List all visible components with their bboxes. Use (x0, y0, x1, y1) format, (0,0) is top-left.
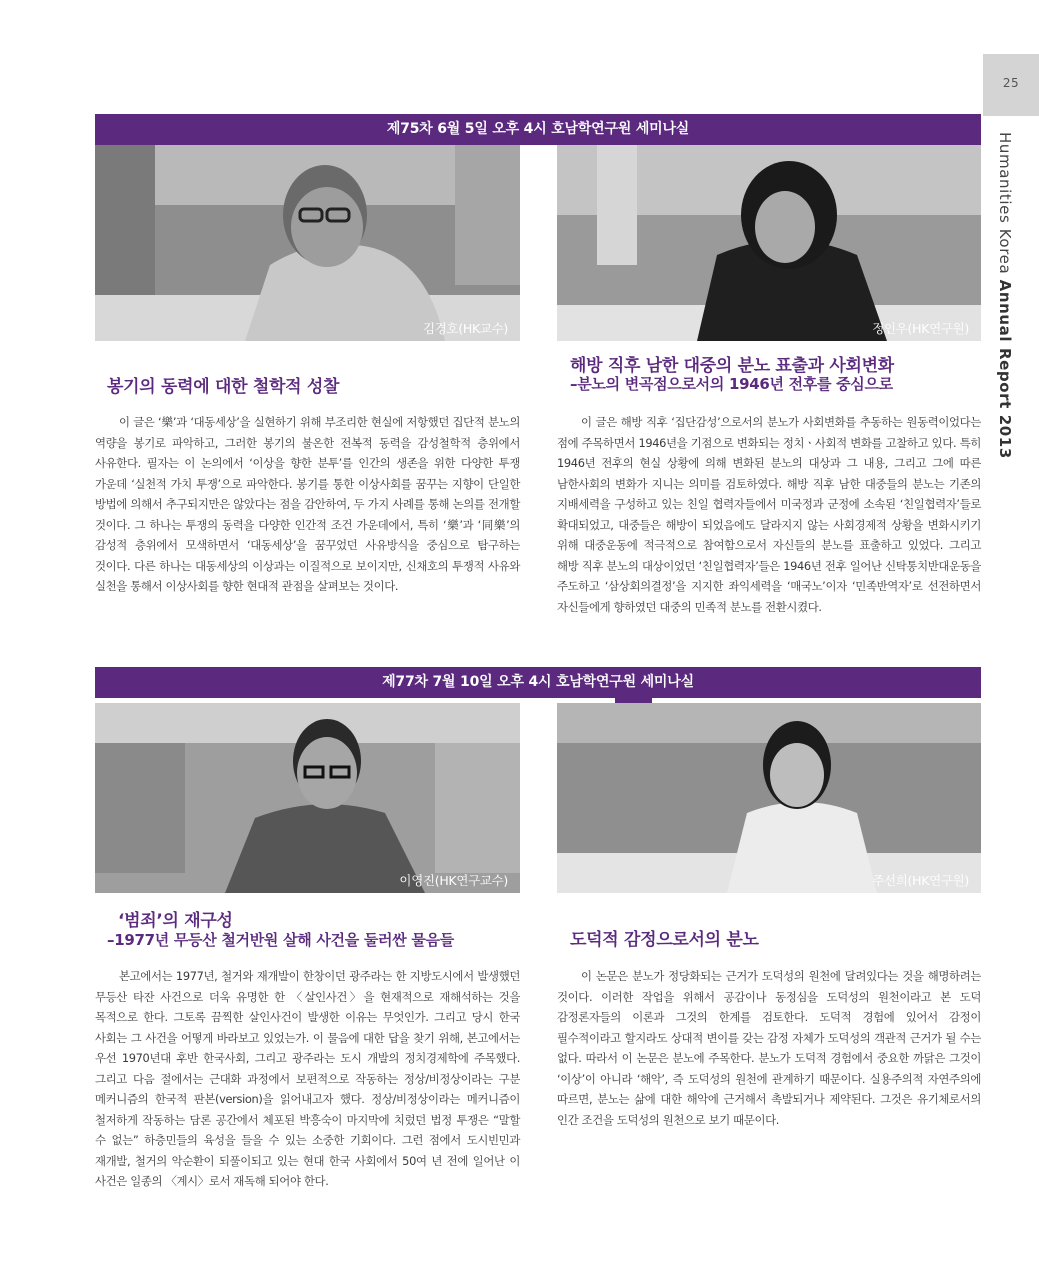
article-title: 해방 직후 남한 대중의 분노 표출과 사회변화 (570, 356, 894, 376)
article-title: ‘범죄’의 재구성 (118, 911, 233, 931)
side-title-light: Humanities Korea (996, 132, 1014, 280)
photo-image (557, 145, 981, 341)
photo-caption: 김경호(HK교수) (422, 321, 508, 336)
presenter-photo (95, 145, 520, 341)
side-running-title (996, 132, 1014, 459)
article-body: 본고에서는 1977년, 철거와 재개발이 한창이던 광주라는 한 지방도시에서 발생했던 무등산 타잔 사건으로 더욱 유명한 한 〈살인사건〉을 현재적으로 재해석하는 것을 목적으로 한다. 그토록 끔찍한 살인사건이 발생한 이유는 무엇인가. 그리고 당시 한국 사회는 그 사건을 어떻게 바라보고 있었는가. 이 물음에 대한 답을 찾기 위해, 본고에서는 우선 1970년대 후반 한국사회, 그리고 광주라는 도시 개발의 정치경제학에 주목했다. 그리고 다음 절에서는 근대화 과정에서 보편적으로 작동하는 정상/비정상이라는 구분 메커니즘의 한국적 판본(version)을 읽어내고자 했다. 정상/비정상이라는 메커니즘이 철저하게 작동하는 담론 공간에서 체포된 박흥숙이 마지막에 치렀던 법정 투쟁은 “말할 수 없는” 하층민들의 육성을 들을 수 있는 소중한 기회이다. 그런 점에서 도시빈민과 재개발, 철거의 악순환이 되풀이되고 있는 현대 한국 사회에서 50여 년 전에 일어난 이 사건은 일종의 〈계시〉로서 재독해 되어야 한다. (95, 969, 520, 1188)
photo-caption: 주선희(HK연구원) (872, 873, 969, 888)
page-number: 25 (1002, 76, 1020, 90)
article-subtitle: –분노의 변곡점으로서의 1946년 전후를 중심으로 (570, 375, 893, 393)
presenter-photo (557, 703, 981, 893)
article-body: 이 논문은 분노가 정당화되는 근거가 도덕성의 원천에 달려있다는 것을 해명하려는 것이다. 이러한 작업을 위해서 공감이나 동정심을 도덕성의 원천이라고 본 도덕 감정론자들의 이론과 그것의 한계를 검토한다. 도덕적 경험에 있어서 감정이 필수적이라고 할지라도 상대적 변이를 갖는 감정 자체가 도덕성의 객관적 근거가 될 수는 없다. 따라서 이 논문은 분노에 주목한다. 분노가 도덕적 경험에서 중요한 까닭은 그것이 ‘이상’이 아니라 ‘해악’, 즉 도덕성의 원천에 관계하기 때문이다. 실용주의적 자연주의에 따르면, 분노는 삶에 대한 해악에 근거해서 촉발되거나 제약된다. 그것은 유기체로서의 인간 조건을 도덕성의 원천으로 보기 때문이다. (557, 969, 981, 1127)
article-body: 이 글은 해방 직후 ‘집단감성’으로서의 분노가 사회변화를 추동하는 원동력이었다는 점에 주목하면서 1946년을 기점으로 변화되는 정치ㆍ사회적 변화를 고찰하고 있다. 특히 1946년 전후의 현실 상황에 의해 변화된 분노의 대상과 그 내용, 그리고 그에 따른 남한사회의 변화가 지니는 의미를 검토하였다. 해방 직후 남한 대중들의 분노는 기존의 지배세력을 구성하고 있는 친일 협력자들에서 미국정과 군정에 소속된 ‘친일협력자’들로 확대되었고, 대중들은 해방이 되었음에도 달라지지 않는 사회경제적 상황을 변화시키기 위해 대중운동에 적극적으로 참여함으로서 자신들의 분노를 표출하고 있었다. 그리고 해방 직후 분노의 대상이었던 ‘친일협력자’들은 1946년 전후 일어난 신탁통치반대운동을 주도하고 ‘삼상회의결정’을 지지한 좌익세력을 ‘매국노’이자 ‘민족반역자’로 선전하면서 자신들에게 향하였던 대중의 민족적 분노를 전환시켰다. (557, 415, 981, 614)
photo-caption: 이영진(HK연구교수) (399, 873, 508, 888)
side-title-bold: Annual Report 2013 (996, 279, 1014, 459)
seminar-banner (95, 114, 981, 145)
article-title: 봉기의 동력에 대한 철학적 성찰 (107, 377, 340, 397)
photo-image (557, 703, 981, 893)
article-body: 이 글은 ‘樂’과 ‘대동세상’을 실현하기 위해 부조리한 현실에 저항했던 집단적 분노의 역량을 봉기로 파악하고, 그러한 봉기의 불온한 전복적 동력을 감성철학적 층위에서 사유한다. 필자는 이 논의에서 ‘이상을 향한 분투’를 인간의 생존을 위한 다양한 투쟁 가운데 ‘실천적 가치 투쟁’으로 파악한다. 봉기를 통한 이상사회를 꿈꾸는 지향이 단일한 방법에 의해서 추구되지만은 않았다는 점을 감안하여, 두 가지 사례를 통해 논의를 전개할 것이다. 그 하나는 투쟁의 동력을 다양한 인간적 조건 가운데에서, 특히 ‘樂’과 ‘同樂’의 감성적 층위에서 모색하면서 ‘대동세상’을 꿈꾸었던 사유방식을 중심으로 탐구하는 것이다. 다른 하나는 대동세상의 이상과는 이질적으로 보이지만, 신채호의 투쟁적 사유와 실천을 통해서 이상사회를 향한 현대적 관점을 살펴보는 것이다. (95, 415, 520, 593)
photo-caption: 정인우(HK연구원) (872, 321, 969, 336)
presenter-photo (557, 145, 981, 341)
presenter-photo (95, 703, 520, 893)
seminar-banner-text: 제77차 7월 10일 오후 4시 호남학연구원 세미나실 (382, 674, 694, 690)
article-title: 도덕적 감정으로서의 분노 (570, 930, 759, 950)
seminar-banner-text: 제75차 6월 5일 오후 4시 호남학연구원 세미나실 (386, 121, 690, 137)
photo-image (95, 703, 520, 893)
seminar-banner (95, 667, 981, 698)
article-subtitle: –1977년 무등산 철거반원 살해 사건을 둘러싼 물음들 (107, 931, 454, 949)
photo-image (95, 145, 520, 341)
